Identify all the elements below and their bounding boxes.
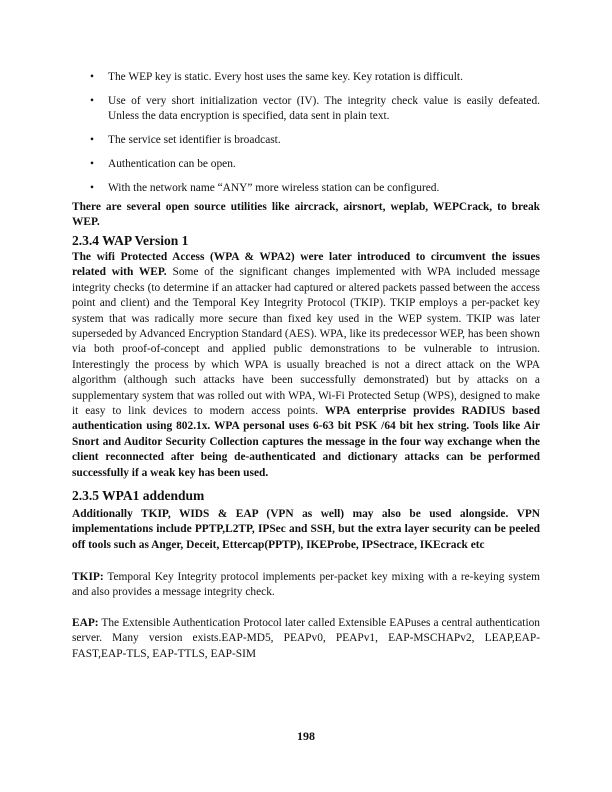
list-item: • Use of very short initialization vector (IV). The integrity check value is easily defeated. Unless the data encryption is specified, data sent in plain text. [90,95,540,122]
bullet-icon: • [90,71,94,83]
tkip-label: TKIP: [72,571,104,583]
wpa1-addendum-paragraph: Additionally TKIP, WIDS & EAP (VPN as well) may also be used alongside. VPN implementations include PPTP,L2TP, IPSec and SSH, but the extra layer security can be peeled off tools such as Anger, Deceit, Ettercap(PPTP), IKEProbe, IPSectrace, IKEcrack etc [72,508,540,551]
bullet-icon: • [90,182,94,194]
list-item: • Authentication can be open. [90,158,236,170]
list-item: • The service set identifier is broadcast. [90,134,281,146]
wep-tools-line: There are several open source utilities like aircrack, airsnort, weplab, WEPCrack, to break WEP. [72,201,540,229]
eap-label: EAP: [72,617,99,629]
section-heading-wpa1-addendum: 2.3.5 WPA1 addendum [72,488,205,503]
bullet-icon: • [90,95,94,107]
bold-outro: WPA enterprise provides RADIUS based authentication using 802.1x. WPA personal uses 6-63 bit PSK /64 bit hex string. Tools like Air Snort and Auditor Security Collection captures the message in the four way exchange when the client reconnected after being de-authenticated and dictionary attacks can be performed successfully if a weak key has been used. [72,405,541,479]
list-item: • The WEP key is static. Every host uses the same key. Key rotation is difficult. [90,71,463,83]
wep-weakness-list [90,70,540,205]
list-item: • With the network name “ANY” more wireless station can be configured. [90,182,440,194]
body-text: Some of the significant changes implemented with WPA included message integrity checks (to determine if an attacker had captured or altered packets passed between the access point and client) and the Temporal Key Integrity Protocol (TKIP). TKIP employs a per-packet key system that was radically more secure than fixed key used in the WEP system. TKIP was later superseded by Advanced Encryption Standard (AES). WPA, like its predecessor WEP, has been shown via both proof-of-concept and applied public demonstrations to be vulnerable to intrusion. Interestingly the process by which WPA is usually breached is not a direct attack on the WPA algorithm (although such attacks have been successfully demonstrated) but by attacks on a supplementary system that was rolled out with WPA, Wi-Fi Protected Setup (WPS), designed to make it easy to link devices to modern access points. [72,266,540,418]
bullet-icon: • [90,134,94,146]
eap-text: The Extensible Authentication Protocol later called Extensible EAPuses a central authentication server. Many version exists.EAP-MD5, PEAPv0, PEAPv1, EAP-MSCHAPv2, LEAP,EAP-FAST,EAP-TLS, EAP-TTLS, EAP-SIM [72,617,540,660]
tkip-definition [72,570,540,601]
page-number: 198 [297,729,315,743]
bold-intro: The wifi Protected Access (WPA & WPA2) were later introduced to circumvent the issues related with WEP. [72,251,540,279]
wap-version-1-paragraph [72,250,540,481]
section-heading-wap-version-1: 2.3.4 WAP Version 1 [72,233,189,248]
bullet-icon: • [90,158,94,170]
tkip-text: Temporal Key Integrity protocol implements per-packet key mixing with a re-keying system and also provides a message integrity check. [72,571,540,599]
eap-definition [72,616,540,662]
